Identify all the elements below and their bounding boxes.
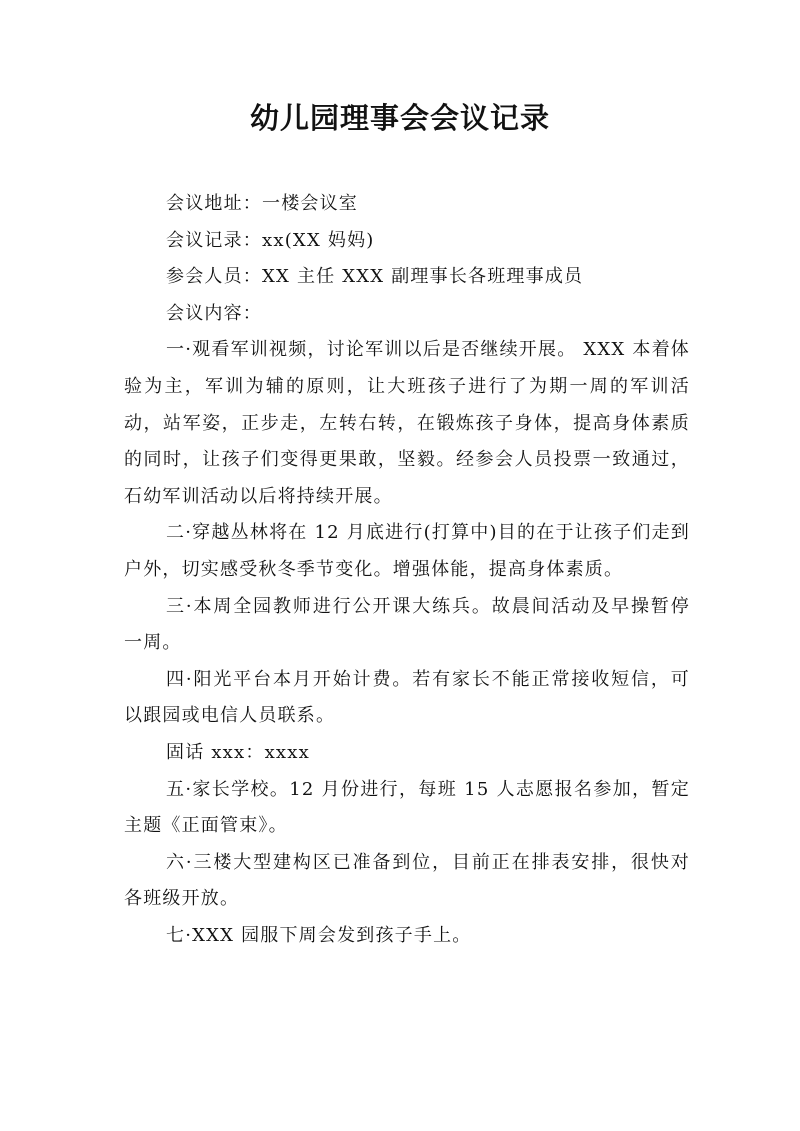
document-title: 幼儿园理事会会议记录 <box>249 101 550 135</box>
meeting-attendees: 参会人员：XX 主任 XXX 副理事长各班理事成员 <box>166 266 584 288</box>
meeting-location: 会议地址：一楼会议室 <box>166 193 358 214</box>
agenda-item-5: 五·家长学校。12 月份进行，每班 15 人志愿报名参加，暂定主题《正面管束》。 <box>124 778 690 837</box>
meeting-content-heading: 会议内容： <box>166 302 262 324</box>
agenda-item-1: 一·观看军训视频，讨论军训以后是否继续开展。 XXX 本着体验为主，军训为辅的原则，让大班孩子进行了为期一周的军训活动，站军姿，正步走，左转右转，在锻炼孩子身体，提高身体素质的同时，让孩子们变得更果敢，坚毅。经参会人员投票一致通过，石幼军训活动以后将持续开展。 <box>124 339 690 507</box>
agenda-item-6: 六·三楼大型建构区已准备到位，目前正在排表安排，很快对各班级开放。 <box>124 851 690 910</box>
agenda-item-2: 二·穿越丛林将在 12 月底进行(打算中)目的在于让孩子们走到户外，切实感受秋冬季节变化。增强体能，提高身体素质。 <box>124 522 690 580</box>
agenda-item-4: 四·阳光平台本月开始计费。若有家长不能正常接收短信，可以跟园或电信人员联系。 <box>124 668 690 727</box>
agenda-item-7: 七·XXX 园服下周会发到孩子手上。 <box>166 924 472 946</box>
landline-note: 固话 xxx：xxxx <box>166 741 310 763</box>
document-body <box>124 186 690 954</box>
meeting-recorder: 会议记录：xx(XX 妈妈) <box>166 229 375 251</box>
agenda-item-3: 三·本周全园教师进行公开课大练兵。故晨间活动及早操暂停一周。 <box>124 595 690 654</box>
